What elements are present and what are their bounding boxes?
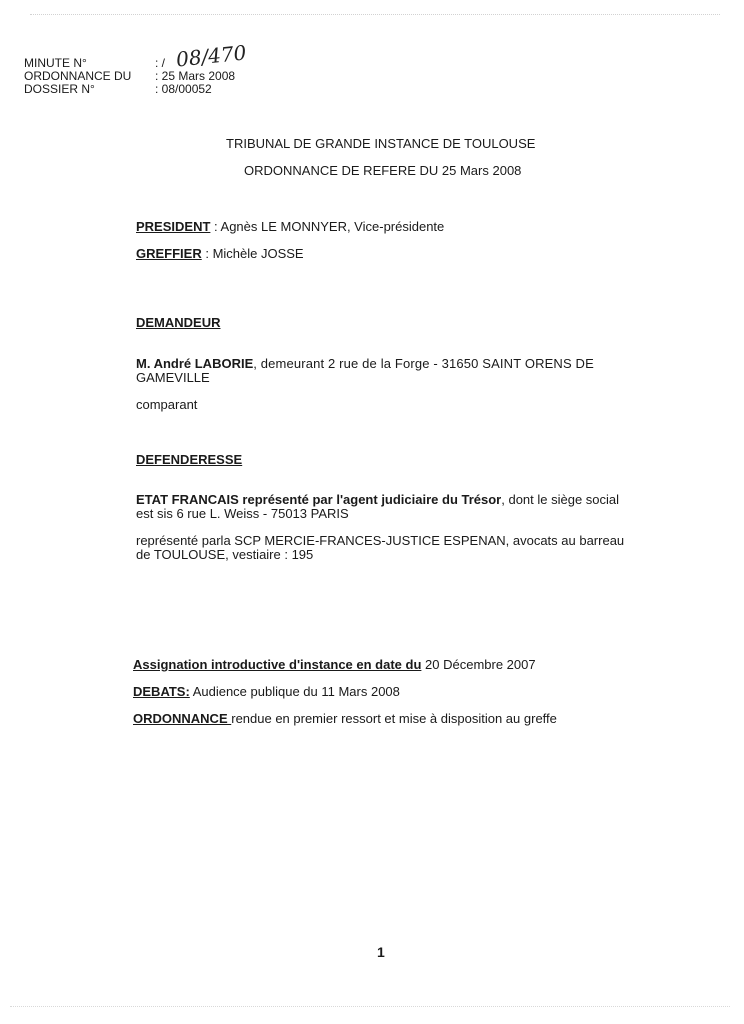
president-value: : Agnès LE MONNYER, Vice-présidente xyxy=(210,219,445,234)
page-number: 1 xyxy=(377,944,385,960)
defenderesse-line2: est sis 6 rue L. Weiss - 75013 PARIS xyxy=(136,506,349,521)
ordonnance-proc-label: ORDONNANCE xyxy=(133,711,232,726)
demandeur-address-2: GAMEVILLE xyxy=(136,370,210,385)
scan-artifact-top xyxy=(30,14,720,19)
defenderesse-name: ETAT FRANCAIS représenté par l'agent judiciaire du Trésor xyxy=(136,492,502,507)
ordonnance-value: : 25 Mars 2008 xyxy=(155,69,236,83)
greffier-line xyxy=(136,246,304,261)
minute-label: MINUTE N° xyxy=(24,56,87,70)
assignation-label: Assignation introductive d'instance en date du xyxy=(133,657,422,672)
greffier-label: GREFFIER xyxy=(136,246,202,261)
dossier-label: DOSSIER N° xyxy=(24,82,95,96)
greffier-value: : Michèle JOSSE xyxy=(201,246,304,261)
defenderesse-heading: DEFENDERESSE xyxy=(136,452,243,467)
scan-artifact-bottom xyxy=(10,1006,730,1011)
defenderesse-line1-rest: , dont le siège social xyxy=(501,492,620,507)
ordonnance-proc-value: rendue en premier ressort et mise à disposition au greffe xyxy=(231,711,557,726)
demandeur-status: comparant xyxy=(136,397,198,412)
dossier-value: : 08/00052 xyxy=(155,82,212,96)
debats-line xyxy=(133,684,400,699)
debats-label: DEBATS: xyxy=(133,684,190,699)
president-label: PRESIDENT xyxy=(136,219,211,234)
debats-value: Audience publique du 11 Mars 2008 xyxy=(189,684,400,699)
defenderesse-line1 xyxy=(136,492,619,507)
defenderesse-rep-line2: de TOULOUSE, vestiaire : 195 xyxy=(136,547,314,562)
demandeur-line1 xyxy=(136,356,594,371)
assignation-line xyxy=(133,657,536,672)
president-line xyxy=(136,219,444,234)
defenderesse-rep-line1: représenté parla SCP MERCIE-FRANCES-JUSTICE ESPENAN, avocats au barreau xyxy=(136,533,625,548)
minute-handwritten: 08/470 xyxy=(174,40,248,72)
demandeur-name: M. André LABORIE xyxy=(136,356,254,371)
assignation-value: 20 Décembre 2007 xyxy=(421,657,536,672)
demandeur-address-1: , demeurant 2 rue de la Forge - 31650 SAINT ORENS DE xyxy=(253,356,594,371)
ordonnance-label: ORDONNANCE DU xyxy=(24,69,132,83)
court-title: TRIBUNAL DE GRANDE INSTANCE DE TOULOUSE xyxy=(226,136,536,151)
ordonnance-line xyxy=(133,711,557,726)
ordonnance-title: ORDONNANCE DE REFERE DU 25 Mars 2008 xyxy=(244,163,522,178)
demandeur-heading: DEMANDEUR xyxy=(136,315,221,330)
minute-value: : / xyxy=(155,56,166,70)
